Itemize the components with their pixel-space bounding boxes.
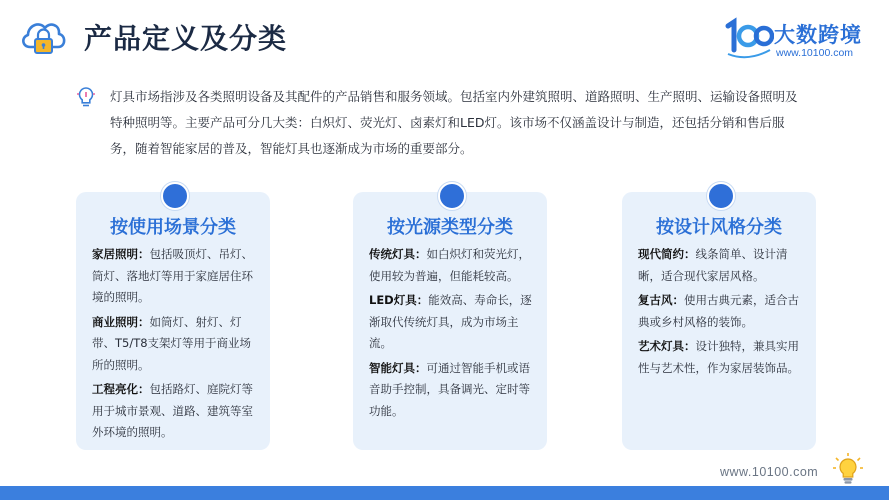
item-text: 包括吸顶灯、吊灯、筒灯、落地灯等用于家庭居住环境的照明。 [92, 247, 253, 304]
item-text: 如筒灯、射灯、灯带、T5/T8支架灯等用于商业场所的照明。 [92, 314, 252, 372]
item-text: 使用古典元素，适合古典或乡村风格的装饰。 [638, 293, 799, 329]
item-label: 复古风： [638, 293, 684, 307]
cloud-lock-icon [18, 11, 68, 61]
card-body [92, 244, 260, 447]
card-title: 按使用场景分类 [110, 217, 236, 238]
item-label: 家居照明： [92, 247, 150, 261]
card-body [369, 244, 537, 425]
logo-mark-icon [722, 16, 774, 60]
category-card-light-source [353, 192, 547, 450]
list-item [92, 379, 260, 444]
card-title: 按设计风格分类 [656, 217, 782, 238]
item-label: 商业照明： [92, 314, 150, 329]
item-text: 包括路灯、庭院灯等用于城市景观、道路、建筑等室外环境的照明。 [92, 382, 253, 439]
list-item [638, 290, 806, 333]
lightbulb-icon [76, 86, 96, 108]
list-item [92, 244, 260, 309]
list-item [369, 358, 537, 423]
logo-text: 大数跨境 [774, 23, 862, 47]
logo-url: www.10100.com [776, 47, 854, 59]
item-text: 如白炽灯和荧光灯，使用较为普遍，但能耗较高。 [369, 247, 530, 283]
item-label: LED灯具： [369, 293, 429, 307]
item-text: 线条简单、设计清晰，适合现代家居风格。 [638, 247, 788, 283]
card-body [638, 244, 806, 382]
lightbulb-icon [832, 452, 864, 486]
page-title: 产品定义及分类 [84, 22, 288, 55]
item-label: 现代简约： [638, 247, 696, 261]
category-card-design-style [622, 192, 816, 450]
list-item [92, 312, 260, 377]
brand-logo [722, 16, 872, 62]
item-label: 智能灯具： [369, 360, 427, 375]
card-title: 按光源类型分类 [387, 217, 513, 238]
item-label: 传统灯具： [369, 247, 427, 261]
list-item [638, 336, 806, 379]
list-item [638, 244, 806, 287]
card-dot-icon [161, 182, 189, 210]
category-card-usage [76, 192, 270, 450]
item-label: 工程亮化： [92, 382, 150, 396]
intro-paragraph: 灯具市场指涉及各类照明设备及其配件的产品销售和服务领域。包括室内外建筑照明、道路照明、生产照明、运输设备照明及特种照明等。主要产品可分几大类：白炽灯、荧光灯、卤素灯和LED灯。该市场不仅涵盖设计与制造，还包括分销和售后服务，随着智能家居的普及，智能灯具也逐渐成为市场的重要部分。 [110, 89, 798, 156]
item-text: 能效高、寿命长，逐渐取代传统灯具，成为市场主流。 [369, 293, 532, 350]
item-text: 设计独特，兼具实用性与艺术性，作为家居装饰品。 [638, 339, 799, 375]
footer-bar [0, 486, 889, 500]
list-item [369, 244, 537, 287]
item-text: 可通过智能手机或语音助手控制，具备调光、定时等功能。 [369, 360, 530, 418]
item-label: 艺术灯具： [638, 339, 696, 353]
list-item [369, 290, 537, 355]
card-dot-icon [707, 182, 735, 210]
card-dot-icon [438, 182, 466, 210]
footer-url: www.10100.com [720, 465, 819, 479]
